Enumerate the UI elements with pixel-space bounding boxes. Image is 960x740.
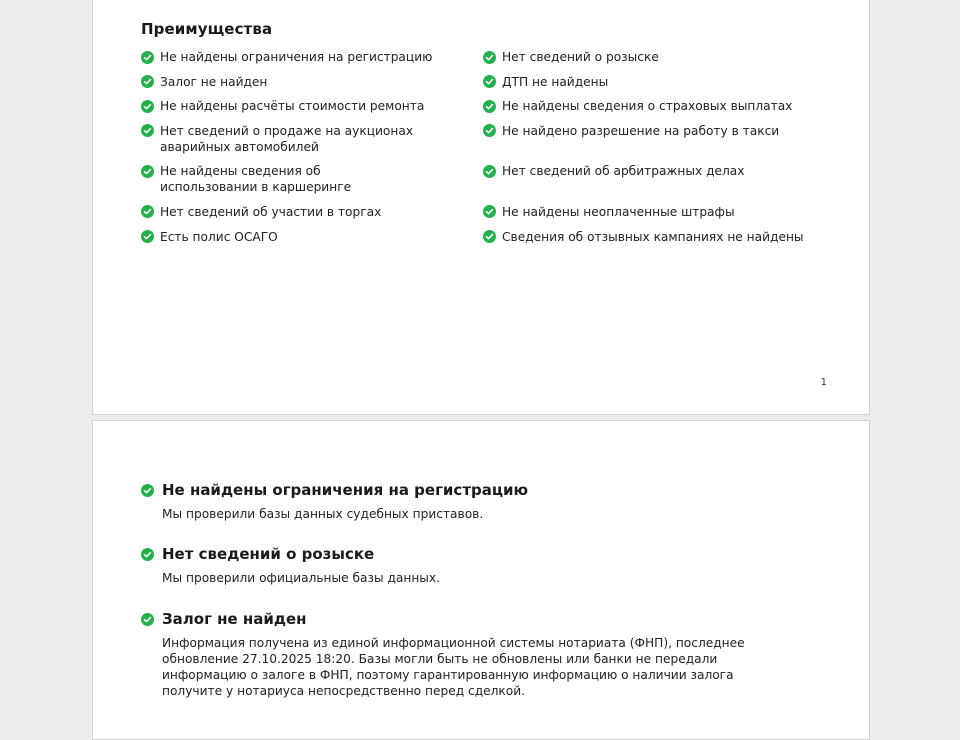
detail-description: Мы проверили официальные базы данных. xyxy=(162,571,441,585)
check-circle-icon xyxy=(141,165,154,178)
advantage-text: Не найдены неоплаченные штрафы xyxy=(502,204,735,219)
advantage-item xyxy=(141,204,483,220)
detail-description: Информация получена из единой информационной системы нотариата (ФНП), последнее обновление 27.10.2025 18:20. Базы могли быть не обновлены или банки не передали информацию о залоге в ФНП, поэтому гарантированную информацию о наличии залога получите у нотариуса непосредственно перед сделкой. xyxy=(162,636,745,698)
page-number: 1 xyxy=(820,377,827,388)
advantage-text: Не найдены сведения о страховых выплатах xyxy=(502,99,793,114)
check-circle-icon xyxy=(483,124,496,137)
detail-title: Нет сведений о розыске xyxy=(162,545,375,563)
advantage-text: Не найдены сведения об использовании в каршеринге xyxy=(160,164,352,195)
check-circle-icon xyxy=(483,205,496,218)
check-circle-icon xyxy=(141,548,154,561)
advantage-item xyxy=(141,74,483,90)
advantage-item xyxy=(141,163,483,195)
advantage-text: Не найдены ограничения на регистрацию xyxy=(160,50,433,64)
advantage-text: Нет сведений о розыске xyxy=(502,50,659,64)
check-circle-icon xyxy=(141,124,154,137)
advantage-text: Нет сведений об участии в торгах xyxy=(160,204,382,219)
advantages-list xyxy=(141,49,841,253)
advantage-item xyxy=(483,229,825,245)
detail-title: Залог не найден xyxy=(162,610,307,628)
detail-section xyxy=(141,481,801,522)
detail-header xyxy=(141,481,801,499)
advantages-column-right xyxy=(483,49,825,253)
advantages-title: Преимущества xyxy=(141,20,273,38)
advantage-item xyxy=(141,98,483,114)
advantage-text: Есть полис ОСАГО xyxy=(160,229,278,244)
advantage-item xyxy=(141,49,483,65)
advantages-column-left xyxy=(141,49,483,253)
advantage-text: Нет сведений о продаже на аукционах аварийных автомобилей xyxy=(160,123,414,154)
check-circle-icon xyxy=(483,165,496,178)
advantage-item xyxy=(483,49,825,65)
check-circle-icon xyxy=(483,51,496,64)
check-circle-icon xyxy=(483,75,496,88)
advantage-text: ДТП не найдены xyxy=(502,74,609,89)
advantage-item xyxy=(483,98,825,114)
advantage-text: Залог не найден xyxy=(160,74,268,89)
advantage-item xyxy=(483,163,825,179)
advantage-text: Нет сведений об арбитражных делах xyxy=(502,164,745,179)
report-page-1 xyxy=(92,0,870,415)
detail-description: Мы проверили базы данных судебных приставов. xyxy=(162,507,484,521)
check-circle-icon xyxy=(141,230,154,243)
report-page-2 xyxy=(92,420,870,740)
advantage-text: Не найдено разрешение на работу в такси xyxy=(502,123,780,138)
check-circle-icon xyxy=(483,100,496,113)
advantage-text: Сведения об отзывных кампаниях не найдены xyxy=(502,229,804,244)
advantage-item xyxy=(483,204,825,220)
advantage-item xyxy=(141,229,483,245)
check-circle-icon xyxy=(483,230,496,243)
check-circle-icon xyxy=(141,100,154,113)
detail-title: Не найдены ограничения на регистрацию xyxy=(162,481,529,499)
advantage-item xyxy=(141,123,483,155)
check-circle-icon xyxy=(141,51,154,64)
advantage-item xyxy=(483,74,825,90)
detail-section xyxy=(141,610,801,699)
detail-header xyxy=(141,610,801,628)
check-circle-icon xyxy=(141,205,154,218)
detail-header xyxy=(141,545,801,563)
advantage-item xyxy=(483,123,825,139)
detail-section xyxy=(141,545,801,586)
check-circle-icon xyxy=(141,484,154,497)
check-circle-icon xyxy=(141,613,154,626)
check-circle-icon xyxy=(141,75,154,88)
advantage-text: Не найдены расчёты стоимости ремонта xyxy=(160,99,425,114)
